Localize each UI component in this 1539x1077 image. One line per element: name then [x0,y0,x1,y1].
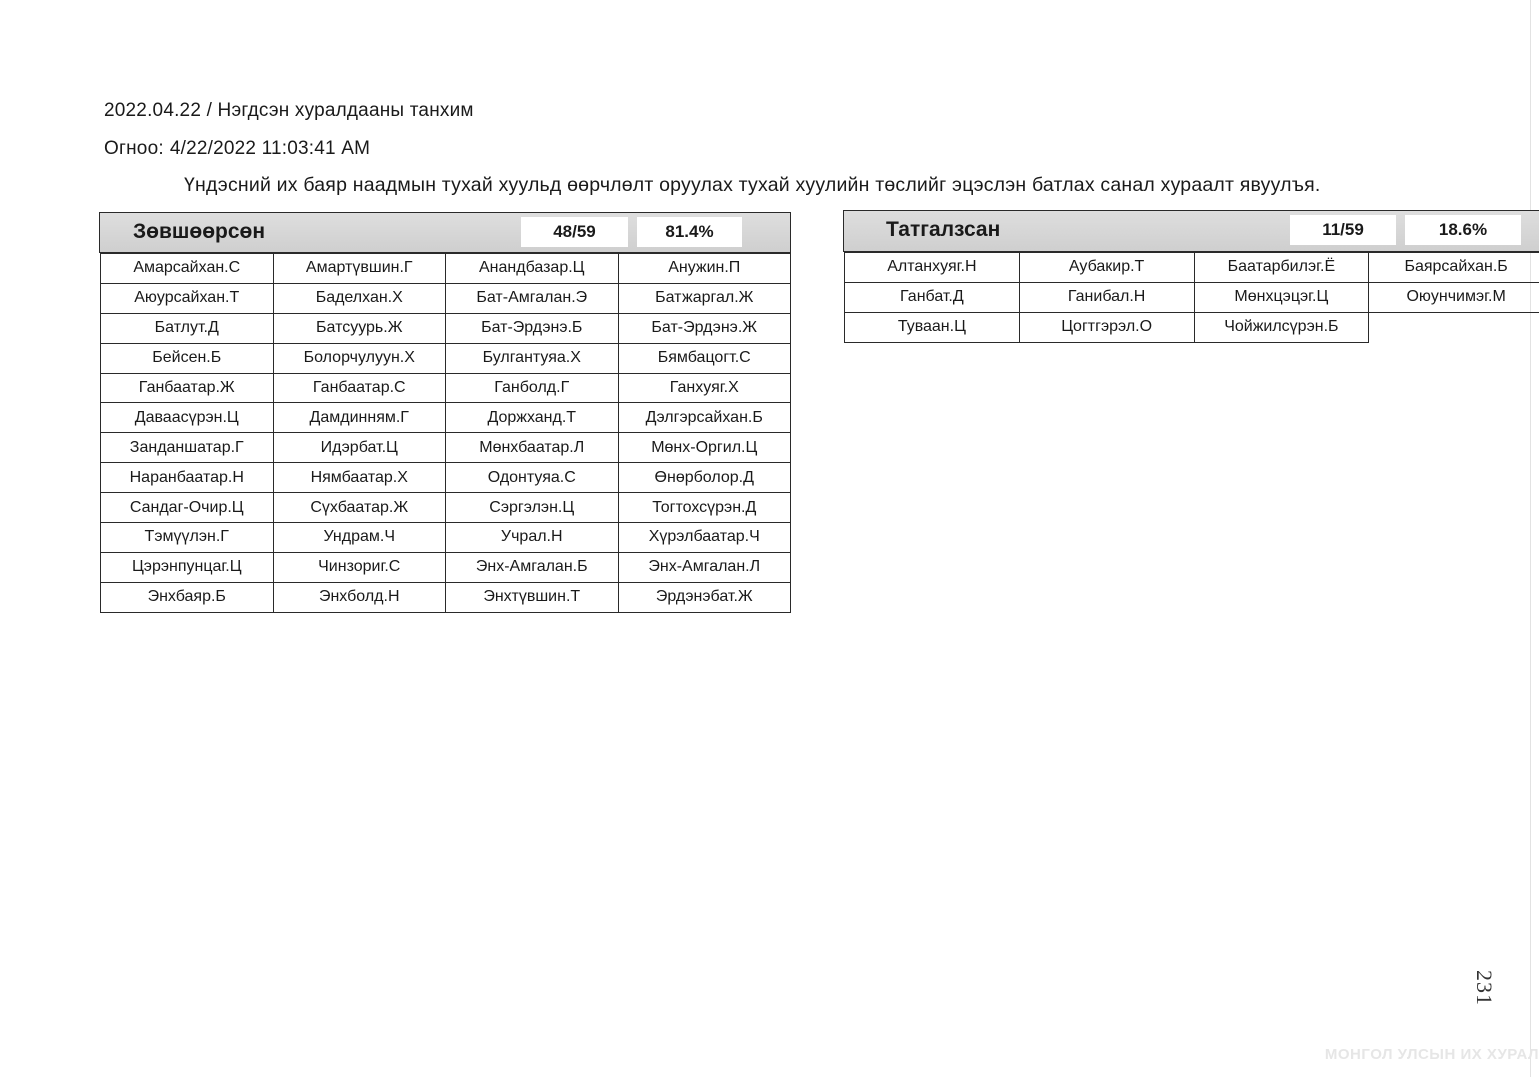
approve-row [101,283,791,313]
motion-text: Үндэсний их баяр наадмын тухай хуульд өөрчлөлт оруулах тухай хуулийн төслийг эцэслэн батлах санал хураалт явуулъя. [184,174,1321,196]
approve-member-name: Ганболд.Г [446,373,619,403]
approve-member-name: Хүрэлбаатар.Ч [618,523,791,553]
approve-member-name: Тогтохсүрэн.Д [618,493,791,523]
reject-member-name: Баярсайхан.Б [1369,253,1539,283]
approve-member-name: Анужин.П [618,254,791,284]
approve-row [101,313,791,343]
approve-row [101,552,791,582]
approve-member-name: Доржханд.Т [446,403,619,433]
approve-member-name: Учрал.Н [446,523,619,553]
approve-member-name: Сүхбаатар.Ж [273,493,446,523]
approve-member-name: Дэлгэрсайхан.Б [618,403,791,433]
approve-row [101,433,791,463]
vote-date-value: 4/22/2022 11:03:41 AM [169,138,371,159]
approve-row [101,523,791,553]
approve-table [100,253,791,613]
approve-member-name: Энхтүвшин.Т [446,582,619,612]
reject-member-name: Ганбат.Д [845,282,1020,312]
approve-member-name: Аюурсайхан.Т [101,283,274,313]
approve-count: 48/59 [521,217,628,247]
approve-row [101,373,791,403]
approve-row [101,343,791,373]
approve-member-name: Одонтуяа.С [446,463,619,493]
approve-header [99,212,791,253]
approve-member-name: Чинзориг.С [273,552,446,582]
vote-date [104,138,370,160]
reject-empty-cell [1369,312,1539,342]
approve-member-name: Мөнх-Оргил.Ц [618,433,791,463]
reject-member-name: Баатарбилэг.Ё [1194,253,1369,283]
watermark: МОНГОЛ УЛСЫН ИХ ХУРАЛ [1324,1046,1539,1063]
approve-member-name: Ундрам.Ч [273,523,446,553]
approve-row [101,582,791,612]
approve-member-name: Энхбаяр.Б [101,582,274,612]
approve-member-name: Нямбаатар.Х [273,463,446,493]
approve-member-name: Наранбаатар.Н [101,463,274,493]
reject-percent: 18.6% [1405,215,1521,245]
approve-member-name: Амарсайхан.С [101,254,274,284]
approve-member-name: Ганхуяг.Х [618,373,791,403]
approve-member-name: Болорчулуун.Х [273,343,446,373]
approve-row [101,254,791,284]
reject-member-name: Цогтгэрэл.О [1019,312,1194,342]
reject-count: 11/59 [1290,215,1396,245]
reject-member-name: Ганибал.Н [1019,282,1194,312]
approve-member-name: Ганбаатар.Ж [101,373,274,403]
reject-table [844,252,1539,343]
reject-member-name: Оюунчимэг.М [1369,282,1539,312]
approve-member-name: Идэрбат.Ц [273,433,446,463]
reject-title: Татгалзсан [886,218,1001,241]
approve-member-name: Энх-Амгалан.Л [618,552,791,582]
approve-member-name: Бат-Амгалан.Э [446,283,619,313]
approve-member-name: Эрдэнэбат.Ж [618,582,791,612]
reject-row [845,312,1539,342]
reject-member-name: Чойжилсүрэн.Б [1194,312,1369,342]
approve-row [101,403,791,433]
approve-member-name: Ганбаатар.С [273,373,446,403]
approve-member-name: Бат-Эрдэнэ.Б [446,313,619,343]
approve-member-name: Сэргэлэн.Ц [446,493,619,523]
approve-member-name: Батлут.Д [101,313,274,343]
approve-member-name: Занданшатар.Г [101,433,274,463]
session-title: 2022.04.22 / Нэгдсэн хуралдааны танхим [104,100,474,121]
approve-member-name: Даваасүрэн.Ц [101,403,274,433]
approve-member-name: Бейсен.Б [101,343,274,373]
approve-member-name: Батжаргал.Ж [618,283,791,313]
approve-member-name: Цэрэнпунцаг.Ц [101,552,274,582]
approve-member-name: Бат-Эрдэнэ.Ж [618,313,791,343]
reject-header [843,210,1539,252]
approve-percent: 81.4% [637,217,742,247]
vote-date-label: Огноо: [104,138,164,159]
approve-member-name: Тэмүүлэн.Г [101,523,274,553]
reject-member-name: Туваан.Ц [845,312,1020,342]
reject-member-name: Алтанхуяг.Н [845,253,1020,283]
reject-member-name: Аубакир.Т [1019,253,1194,283]
approve-member-name: Булгантуяа.Х [446,343,619,373]
approve-member-name: Дамдинням.Г [273,403,446,433]
approve-row [101,463,791,493]
page-edge [1530,0,1531,1077]
approve-row [101,493,791,523]
approve-member-name: Бямбацогт.С [618,343,791,373]
approve-member-name: Баделхан.Х [273,283,446,313]
approve-member-name: Батсуурь.Ж [273,313,446,343]
approve-member-name: Амартүвшин.Г [273,254,446,284]
approve-member-name: Энхболд.Н [273,582,446,612]
approve-title: Зөвшөөрсөн [133,220,266,243]
reject-row [845,253,1539,283]
approve-member-name: Анандбазар.Ц [446,254,619,284]
reject-row [845,282,1539,312]
approve-member-name: Энх-Амгалан.Б [446,552,619,582]
reject-member-name: Мөнхцэцэг.Ц [1194,282,1369,312]
approve-member-name: Өнөрболор.Д [618,463,791,493]
approve-member-name: Мөнхбаатар.Л [446,433,619,463]
approve-member-name: Сандаг-Очир.Ц [101,493,274,523]
page-number: 231 [1472,970,1497,1006]
